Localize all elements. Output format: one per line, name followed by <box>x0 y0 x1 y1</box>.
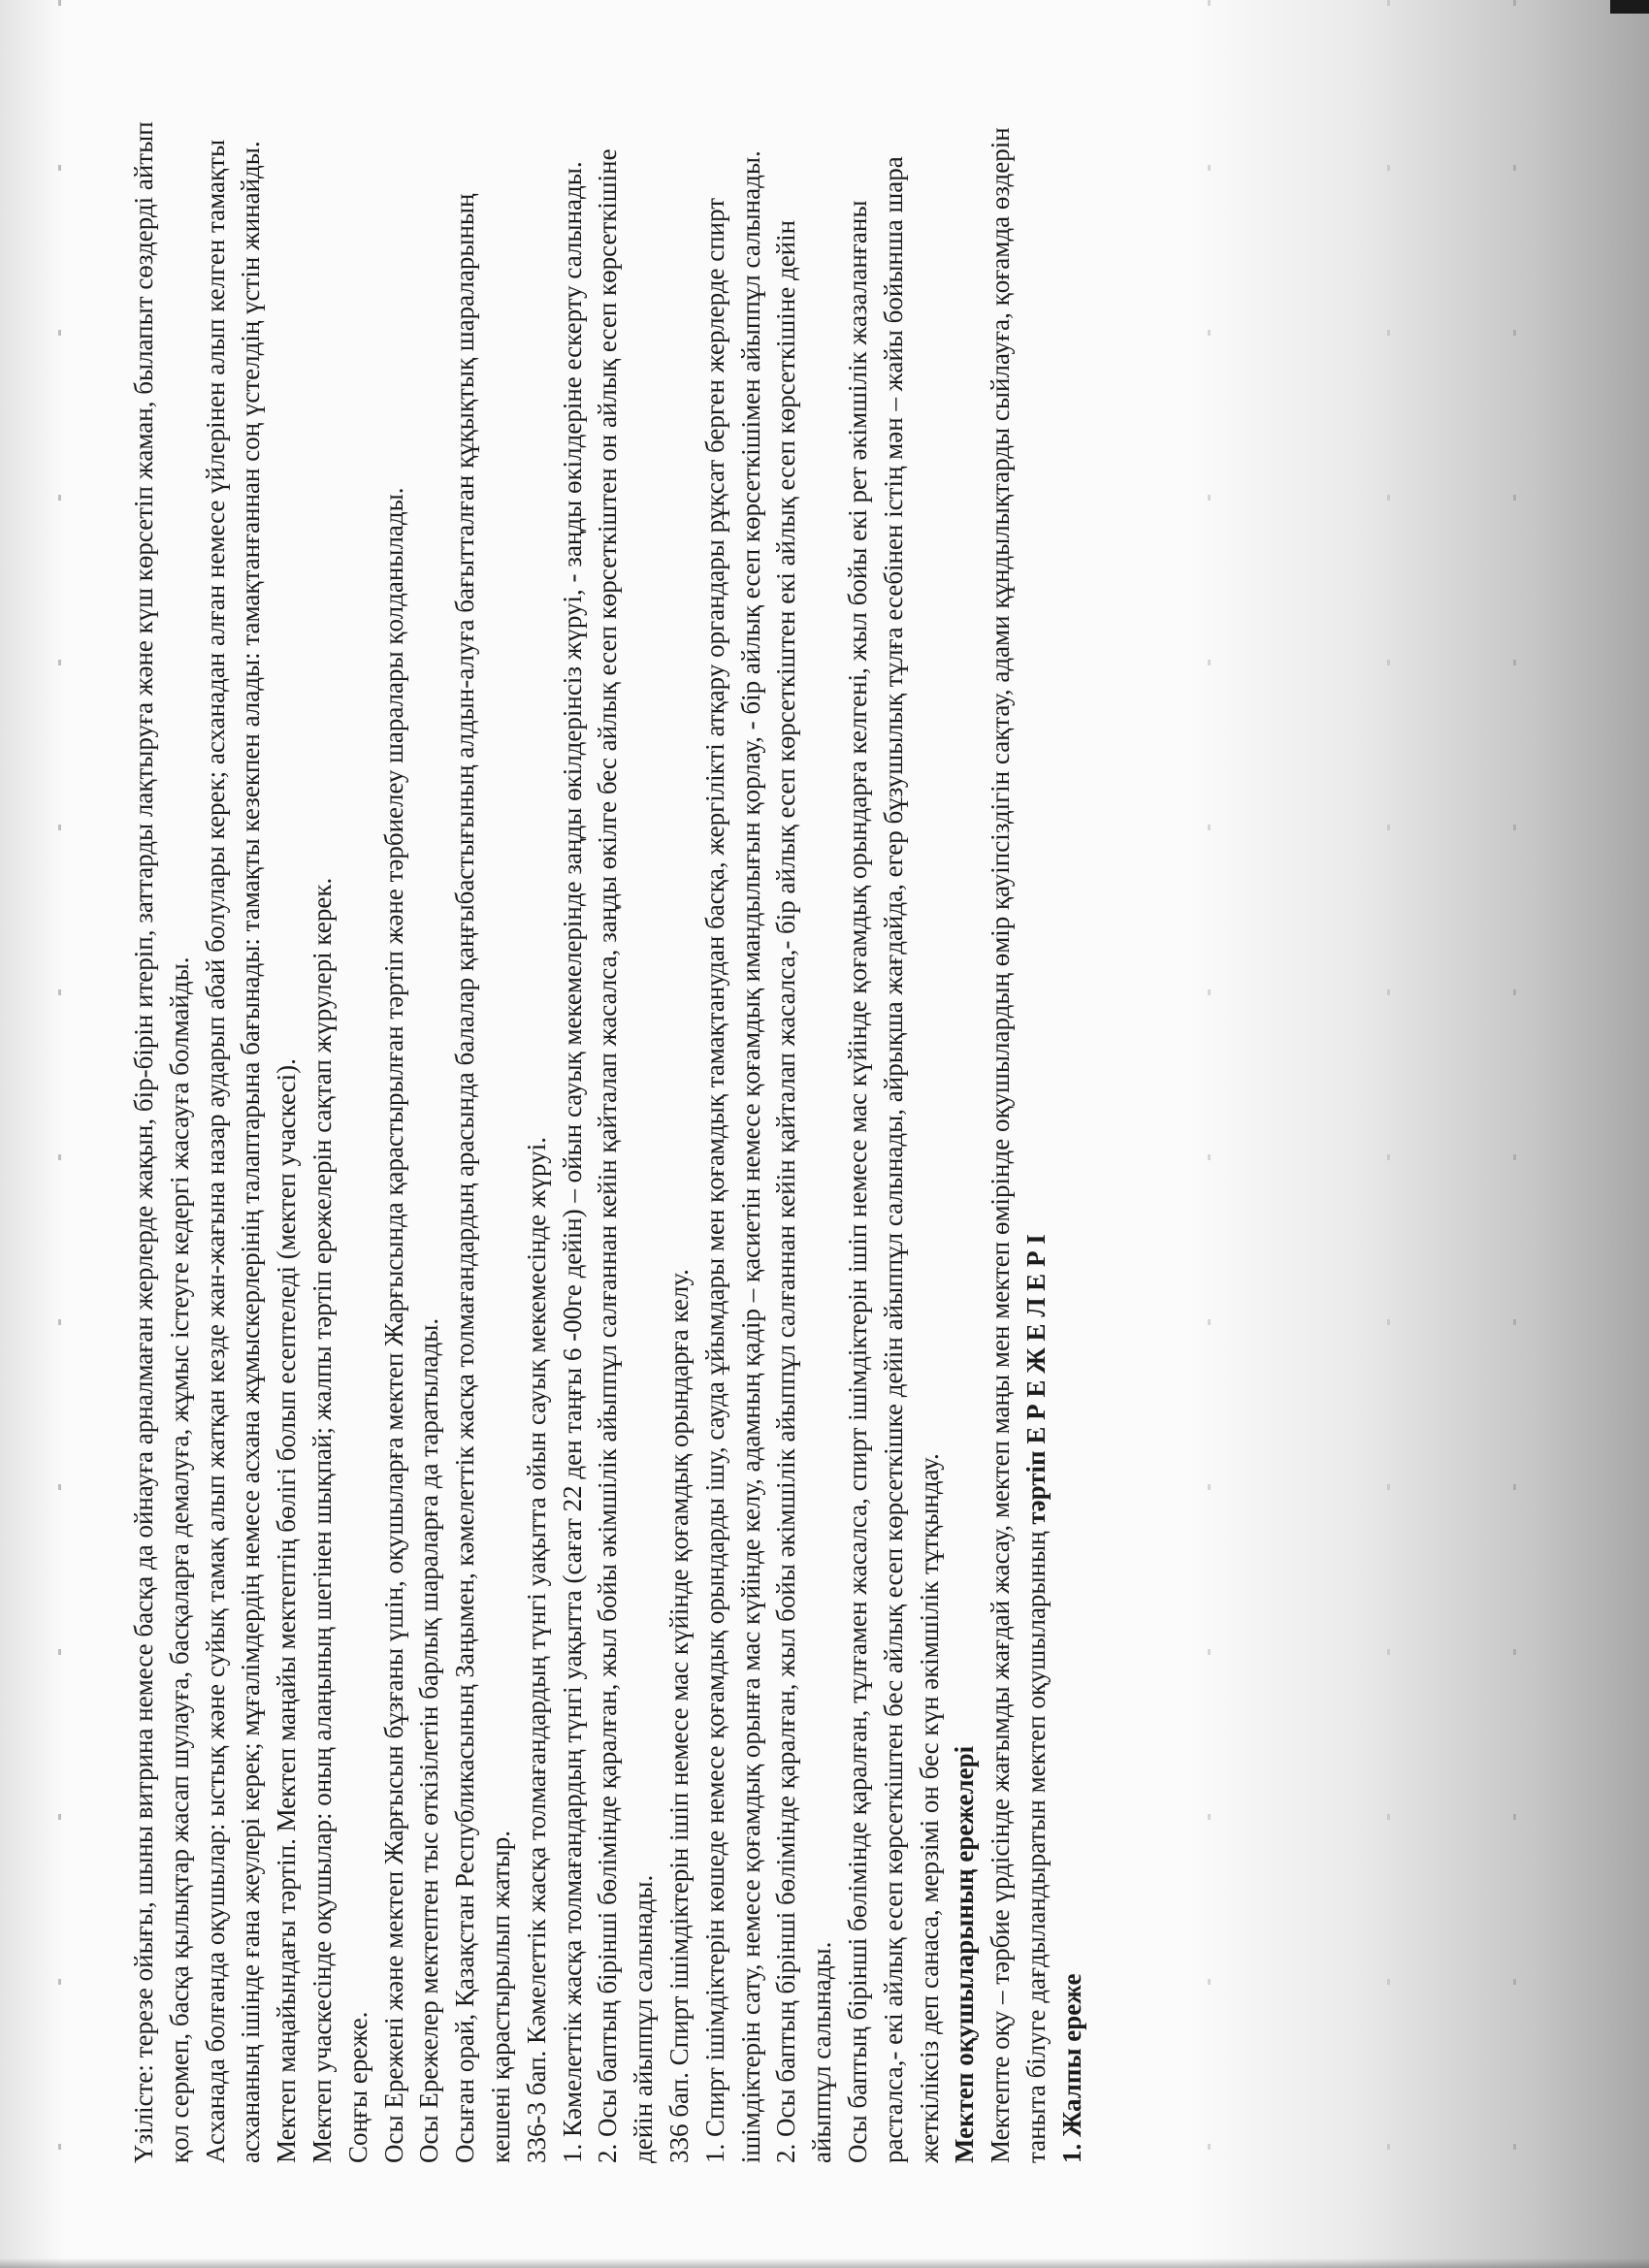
section-title: Мектеп оқушыларының ережелері <box>950 1745 980 2163</box>
paragraph-article-336: 336 бап. Спирт ішімдіктерін ішіп немесе мас күйінде қоғамдық орындарға келу. <box>663 1269 694 2163</box>
paragraph-article-336-part1: 1. Спирт ішімдіктерін көшеде немесе қоғамдық орындарды ішу, сауда ұйымдары мен қоғамдық тамақтанудан басқа, жергілікті атқару органдары рұқсат берген жерлерде спирт ішімдіктерін сату, немесе қоғамдық орынға мас күйінде келу, адамның қадір – қасиетін немесе қоғамдық имандылығын қорлау, - бір айлық есеп көрсеткішімен айыппұл салынады. <box>699 150 765 2163</box>
paragraph-violations: Осы Ережені және мектеп Жарғысын бұзғаны үшін, оқушыларға мектеп Жарғысында қарастырылған тәртіп және тәрбиелеу шаралары қолданылады. <box>378 487 408 2163</box>
scan-streak <box>1513 0 1516 2268</box>
paragraph-article-336-part3: Осы баптың бірінші бөлімінде қаралған, тұлғамен жасалса, спирт ішімдіктерін ішіп немесе мас күйінде қоғамдық орындарға келгені, жыл бойы екі рет әкімшілік жазаланғаны расталса,- екі айлық есеп көрсеткіштен бес айлық есеп көрсеткішке дейін айыппұл салынады, айрықша жағдайда, егер бұзушылық тұлға есебінен істің мән – жайы бойынша шара жеткіліксіз деп санаса, мерзімі он бес күн әкімшілік тұтқындау. <box>842 156 944 2163</box>
paragraph-law-measures: Осыған орай, Қазақстан Республикасының Заңымен, кәмелеттік жасқа толмағандардың арасында балалар қаңғыбастығының алдын-алуға бағытталған құқықтық шараларының кешені қарастырылып жатыр. <box>450 193 515 2163</box>
document-body <box>126 116 1090 2163</box>
scan-streak <box>1387 0 1390 2268</box>
paragraph-school-area: Мектеп маңайындағы тәртіп. Мектеп маңайы мектептің бөлігі болып есептеледі (мектеп учаскесі). <box>272 1058 302 2163</box>
paragraph-recess-rules: Үзілісте: терезе ойығы, шыны витрина немесе басқа да ойнауға арналмаған жерлерде жақын, бір-бірін итеріп, заттарды лақтыруға және күш көрсетіп жаман, былапыт сөздерді айтып қол сермеп, басқа қылықтар жасап шулауға, басқаларға демалуға, жұмыс істеуге кедергі жасауға болмайды. <box>129 121 194 2163</box>
paragraph-article-336-part2: 2. Осы баптың бірінші бөлімінде қаралған, жыл бойы әкімшілік айыппұл салғаннан кейін қайталап жасалса,- бір айлық есеп көрсеткіштен екі айлық есеп көрсеткішіне дейін айыппұл салынады. <box>771 219 837 2163</box>
scan-corner-mark <box>1610 0 1649 14</box>
rotated-text-block <box>126 116 1319 2163</box>
paragraph-article-336-3-part1: 1. Кәмелеттік жасқа толмағандардың түнгі уақытта (сағат 22 ден таңғы 6 -00ге дейін) – ойын сауық мекемелерінде заңды өкілдерінсіз жүруі, - заңды өкілдеріне ескерту салынады. <box>557 161 587 2163</box>
paragraph-final-rule: Соңғы ереже. <box>342 2011 372 2163</box>
paragraph-article-336-3: 336-3 бап. Кәмелеттік жасқа толмағандардың түнгі уақытта ойын сауық мекемесінде жүруі. <box>521 1137 551 2163</box>
paragraph-canteen-rules: Асханада болғанда оқушылар: ыстық және суйық тамақ алып жатқан кезде жан-жағына назар аударып абай болулары керек; асханадан алған немесе үйлерінен алып келген тамақты асхананың ішінде ғана жеулері керек; мұғалімдердің немесе асхана жұмыскерлерінің талаптарына бағынады: тамақты кезекпен алады: тамақтанғаннан соң үстелдің үстін жинайды. <box>200 139 266 2163</box>
paragraph-intro <box>983 116 1054 2163</box>
paragraph-article-336-3-part2: 2. Осы баптың бірінші бөлімінде қаралған, жыл бойы әкімшілік айыппұл салғаннан кейін қайталап жасалса, заңды өкілге бес айлық есеп көрсеткіштен он айлық есеп көрсеткішіне дейін айыппұл салынады. <box>593 148 659 2163</box>
intro-bold-text: тәртіп Е Р Е Ж Е Л Е Р І <box>1020 1234 1051 1525</box>
paragraph-school-plot: Мектеп учаскесінде оқушылар: оның алаңының шегінен шықпай; жалпы тәртіп ережелерін сақтап жүрулері керек. <box>307 877 337 2163</box>
intro-text: Мектепте оқу – тәрбие үрдісінде жағымды жағдай жасау, мектеп маңы мен мектеп өмірінде оқушылардың өмір қауіпсіздігін сақтау, адами құндылықтарды сыйлауға, қоғамда өздерін таныта білуге дағдыландыратын мектеп оқушыларының <box>986 127 1051 2163</box>
paragraph-external-events: Осы Ережелер мектептен тыс өткізілетін барлық шараларға да таратылады. <box>414 1317 444 2163</box>
subsection-title: 1. Жалпы ереже <box>1056 1973 1086 2163</box>
scan-streak <box>58 0 61 2268</box>
scan-bottom-edge <box>0 2258 1649 2268</box>
